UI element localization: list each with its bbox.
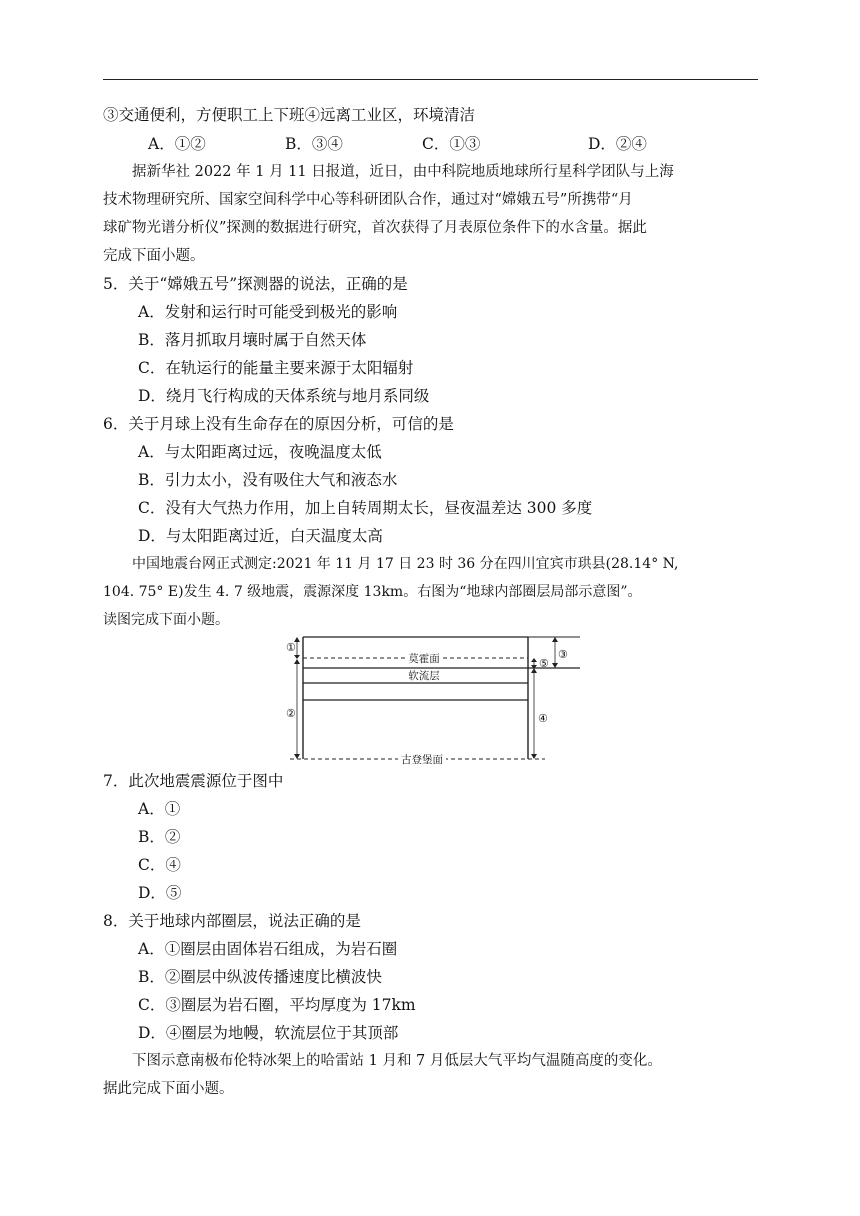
q8-option-b: B．②圈层中纵波传播速度比横波快 [138, 968, 382, 986]
marker-4: ④ [538, 712, 548, 725]
passage1-line: 技术物理研究所、国家空间科学中心等科研团队合作，通过对“嫦娥五号”所携带“月 [103, 192, 633, 208]
passage3-line: 据此完成下面小题。 [103, 1081, 234, 1097]
gutenberg-label: 古登堡面 [401, 754, 443, 766]
q7-stem: 7．此次地震震源位于图中 [103, 772, 284, 790]
q8-option-a: A．①圈层由固体岩石组成，为岩石圈 [138, 940, 398, 958]
passage3-line: 下图示意南极布伦特冰架上的哈雷站 1 月和 7 月低层大气平均气温随高度的变化。 [132, 1053, 662, 1069]
q4-option-a: A．①② [148, 135, 206, 153]
marker-1: ① [286, 641, 296, 654]
header-rule [103, 79, 758, 80]
q6-option-c: C．没有大气热力作用，加上自转周期太长，昼夜温差达 300 多度 [138, 499, 593, 517]
marker-3: ③ [558, 648, 568, 661]
q6-stem: 6．关于月球上没有生命存在的原因分析，可信的是 [103, 415, 454, 433]
marker-5: ⑤ [539, 657, 549, 670]
q6-option-b: B．引力太小，没有吸住大气和液态水 [138, 471, 398, 489]
q4-option-d: D．②④ [588, 135, 647, 153]
q7-option-c: C．④ [138, 856, 181, 874]
passage1-line: 球矿物光谱分析仪”探测的数据进行研究，首次获得了月表原位条件下的水含量。据此 [103, 220, 647, 236]
q4-option-b: B．③④ [285, 135, 343, 153]
q4-stem-line: ③交通便利，方便职工上下班④远离工业区，环境清洁 [103, 106, 476, 124]
q7-option-d: D．⑤ [138, 884, 182, 902]
q5-option-a: A．发射和运行时可能受到极光的影响 [138, 303, 398, 321]
q5-option-c: C．在轨运行的能量主要来源于太阳辐射 [138, 359, 414, 377]
passage2-line: 中国地震台网正式测定:2021 年 11 月 17 日 23 时 36 分在四川宜宾市珙县(28.14° N, [132, 556, 679, 572]
q8-option-c: C．③圈层为岩石圈，平均厚度为 17km [138, 996, 416, 1014]
passage1-line: 完成下面小题。 [103, 248, 205, 264]
q5-option-d: D．绕月飞行构成的天体系统与地月系同级 [138, 387, 430, 405]
earth-layers-diagram [270, 630, 590, 770]
passage1-line: 据新华社 2022 年 1 月 11 日报道，近日，由中科院地质地球所行星科学团队与上海 [132, 164, 674, 180]
q5-option-b: B．落月抓取月壤时属于自然天体 [138, 331, 367, 349]
marker-2: ② [286, 707, 296, 720]
q8-option-d: D．④圈层为地幔，软流层位于其顶部 [138, 1024, 399, 1042]
q6-option-d: D．与太阳距离过近，白天温度太高 [138, 527, 383, 545]
q8-stem: 8．关于地球内部圈层，说法正确的是 [103, 912, 361, 930]
q4-option-c: C．①③ [422, 135, 481, 153]
asthenosphere-label: 软流层 [408, 670, 440, 682]
moho-label: 莫霍面 [408, 653, 440, 665]
passage2-line: 读图完成下面小题。 [103, 612, 229, 628]
q7-option-a: A．① [138, 800, 181, 818]
passage2-line: 104. 75° E)发生 4. 7 级地震，震源深度 13km。右图为“地球内部圈层局部示意图”。 [103, 584, 642, 600]
q5-stem: 5．关于“嫦娥五号”探测器的说法，正确的是 [103, 275, 408, 293]
q6-option-a: A．与太阳距离过远，夜晚温度太低 [138, 443, 382, 461]
q7-option-b: B．② [138, 828, 181, 846]
